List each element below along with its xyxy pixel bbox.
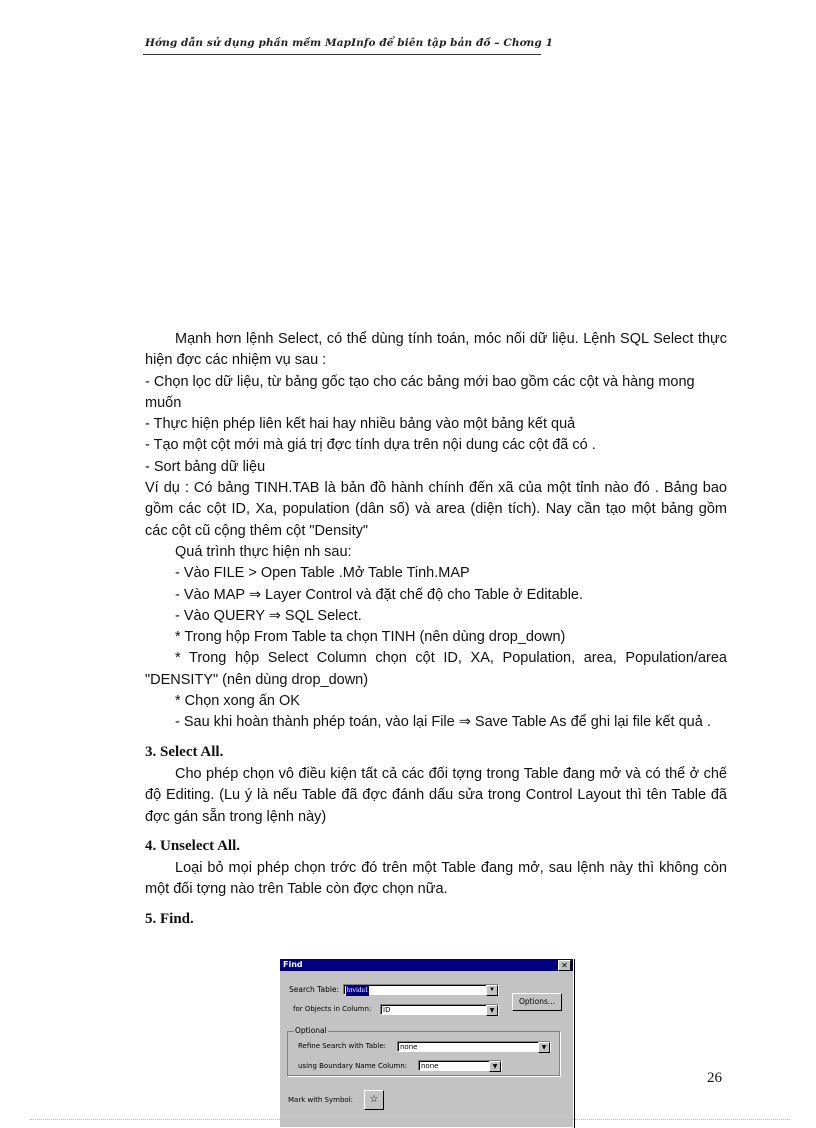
boundary-label: using Boundary Name Column: bbox=[298, 1062, 408, 1070]
search-table-value: btvidu1 bbox=[347, 986, 369, 994]
process-title: Quá trình thực hiện nh sau: bbox=[175, 543, 352, 560]
section-text-unselect-all: Loại bỏ mọi phép chọn trớc đó trên một Table đang mở, sau lệnh này thì không còn một đối tợng nào trên Table còn đợc chọn nữa. bbox=[145, 860, 727, 898]
section-heading-find: 5. Find. bbox=[145, 910, 194, 927]
step-columns: * Trong hộp Select Column chọn cột ID, XA, Population, area, Population/area "DENSITY" (nên dùng drop_down) bbox=[145, 650, 727, 688]
refine-label: Refine Search with Table: bbox=[298, 1042, 387, 1050]
page-number: 26 bbox=[707, 1070, 722, 1086]
task-item: - Tạo một cột mới mà giá trị đợc tính dựa trên nội dung các cột đã có . bbox=[145, 437, 596, 454]
example-paragraph: Ví dụ : Có bảng TINH.TAB là bản đồ hành chính đến xã của một tỉnh nào đó . Bảng bao gồm các cột ID, Xa, population (dân số) và area (diện tích). Nay cần tạo một bảng gồm các cột cũ cộng thêm cột "Density" bbox=[145, 480, 727, 539]
main-text bbox=[145, 329, 727, 931]
find-dialog-titlebar bbox=[280, 959, 573, 971]
column-label: for Objects in Column: bbox=[293, 1005, 372, 1013]
step-item: - Vào FILE > Open Table .Mở Table Tinh.MAP bbox=[175, 565, 470, 582]
optional-group-label: Optional bbox=[295, 1026, 327, 1035]
options-button[interactable]: Options... bbox=[512, 993, 562, 1011]
mark-symbol-label: Mark with Symbol: bbox=[288, 1096, 353, 1104]
search-table-label: Search Table: bbox=[289, 985, 340, 994]
refine-select[interactable] bbox=[397, 1041, 551, 1052]
chevron-down-icon[interactable]: ▼ bbox=[486, 1005, 498, 1016]
running-header: Hớng dẫn sử dụng phần mềm MapInfo để biên tập bản đồ – Chơng 1 bbox=[145, 37, 554, 49]
step-ok: * Chọn xong ấn OK bbox=[175, 693, 300, 710]
intro-paragraph: Mạnh hơn lệnh Select, có thể dùng tính toán, móc nối dữ liệu. Lệnh SQL Select thực hiện đợc các nhiệm vụ sau : bbox=[145, 331, 727, 369]
chevron-down-icon[interactable]: ▼ bbox=[538, 1042, 550, 1053]
refine-value: none bbox=[400, 1043, 418, 1051]
column-select[interactable] bbox=[380, 1004, 499, 1015]
star-icon: ☆ bbox=[369, 1094, 379, 1105]
column-value: ID bbox=[383, 1006, 391, 1014]
search-table-select[interactable] bbox=[343, 984, 499, 995]
bottom-divider bbox=[30, 1119, 790, 1120]
task-item: - Chọn lọc dữ liệu, từ bảng gốc tạo cho các bảng mới bao gồm các cột và hàng mong muốn bbox=[145, 373, 695, 411]
close-icon[interactable]: ✕ bbox=[558, 960, 571, 971]
boundary-select[interactable] bbox=[418, 1060, 502, 1071]
step-item: - Vào MAP ⇒ Layer Control và đặt chế độ cho Table ở Editable. bbox=[175, 586, 584, 603]
header-rule bbox=[143, 54, 541, 55]
section-text-select-all: Cho phép chọn vô điều kiện tất cả các đối tợng trong Table đang mở và có thể ở chế độ Editing. (Lu ý là nếu Table đã đợc đánh dấu sửa trong Control Layout thì tên Table đã đợc gán sẵn trong lệnh này) bbox=[145, 765, 727, 825]
find-dialog-title: Find bbox=[283, 960, 303, 969]
boundary-value: none bbox=[421, 1062, 439, 1070]
task-item: - Thực hiện phép liên kết hai hay nhiều bảng vào một bảng kết quả bbox=[145, 416, 576, 433]
chevron-down-icon[interactable]: ▼ bbox=[486, 985, 498, 996]
step-item: - Vào QUERY ⇒ SQL Select. bbox=[175, 607, 362, 624]
chevron-down-icon[interactable]: ▼ bbox=[489, 1061, 501, 1072]
step-save: - Sau khi hoàn thành phép toán, vào lại File ⇒ Save Table As để ghi lại file kết quả . bbox=[175, 714, 711, 731]
task-item: - Sort bảng dữ liệu bbox=[145, 458, 266, 475]
symbol-button[interactable] bbox=[364, 1090, 384, 1110]
section-heading-unselect-all: 4. Unselect All. bbox=[145, 837, 240, 854]
step-item: * Trong hộp From Table ta chọn TINH (nên dùng drop_down) bbox=[175, 629, 566, 646]
section-heading-select-all: 3. Select All. bbox=[145, 743, 224, 760]
